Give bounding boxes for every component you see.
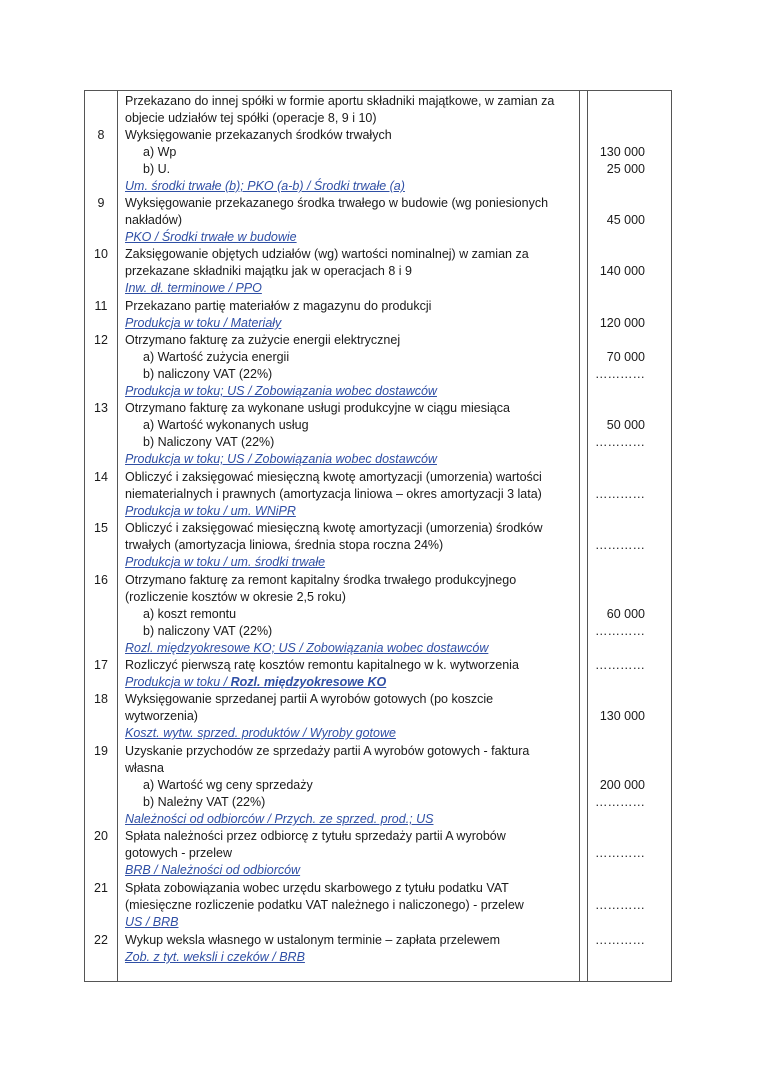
- description-line: Wyksięgowanie przekazanego środka trwałego w budowie (wg poniesionych: [125, 196, 549, 210]
- column-divider: [117, 91, 118, 981]
- amount: …………: [595, 487, 645, 501]
- sub-item-label: a) Wartość wg ceny sprzedaży: [143, 778, 313, 792]
- description-line: Spłata zobowiązania wobec urzędu skarbowego z tytułu podatku VAT: [125, 881, 509, 895]
- description-line: Otrzymano fakturę za wykonane usługi produkcyjne w ciągu miesiąca: [125, 401, 510, 415]
- description-line: Otrzymano fakturę za remont kapitalny środka trwałego produkcyjnego: [125, 573, 517, 587]
- operation-number: 21: [94, 881, 108, 895]
- accounting-entry: BRB / Należności od odbiorców: [125, 863, 301, 877]
- description-line: (rozliczenie kosztów w okresie 2,5 roku): [125, 590, 346, 604]
- operation-number: 17: [94, 658, 108, 672]
- sub-item-label: a) Wp: [143, 145, 177, 159]
- amount: …………: [595, 933, 645, 947]
- amount: 120 000: [599, 316, 645, 330]
- accounting-entry: Zob. z tyt. weksli i czeków / BRB: [125, 950, 305, 964]
- operation-number: 14: [94, 470, 108, 484]
- accounting-entry: PKO / Środki trwałe w budowie: [125, 230, 297, 244]
- sub-item-label: b) Należny VAT (22%): [143, 795, 266, 809]
- description-line: Wykup weksla własnego w ustalonym terminie – zapłata przelewem: [125, 933, 501, 947]
- sub-item-label: b) U.: [143, 162, 171, 176]
- operations-table: [84, 90, 672, 982]
- amount: 50 000: [606, 418, 645, 432]
- description-line: wytworzenia): [125, 709, 198, 723]
- operation-number: 22: [94, 933, 108, 947]
- description-line: trwałych (amortyzacja liniowa, średnia stopa roczna 24%): [125, 538, 444, 552]
- accounting-entry: Produkcja w toku; US / Zobowiązania wobec dostawców: [125, 452, 437, 466]
- description-line: Rozliczyć pierwszą ratę kosztów remontu kapitalnego w k. wytworzenia: [125, 658, 519, 672]
- sub-item-label: a) koszt remontu: [143, 607, 237, 621]
- accounting-entry: Produkcja w toku / Materiały: [125, 316, 282, 330]
- description-line: Przekazano do innej spółki w formie aportu składniki majątkowe, w zamian za: [125, 94, 555, 108]
- operation-number: 9: [97, 196, 105, 210]
- description-line: niematerialnych i prawnych (amortyzacja liniowa – okres amortyzacji 3 lata): [125, 487, 542, 501]
- amount: 60 000: [606, 607, 645, 621]
- accounting-entry: Koszt. wytw. sprzed. produktów / Wyroby gotowe: [125, 726, 396, 740]
- amount: …………: [595, 435, 645, 449]
- accounting-entry: Produkcja w toku / um. WNiPR: [125, 504, 296, 518]
- accounting-entry: Należności od odbiorców / Przych. ze sprzed. prod.; US: [125, 812, 434, 826]
- description-line: Spłata należności przez odbiorcę z tytułu sprzedaży partii A wyrobów: [125, 829, 506, 843]
- amount: 70 000: [606, 350, 645, 364]
- accounting-entry: Um. środki trwałe (b); PKO (a-b) / Środki trwałe (a): [125, 179, 405, 193]
- description-line: Otrzymano fakturę za zużycie energii elektrycznej: [125, 333, 401, 347]
- amount: …………: [595, 658, 645, 672]
- amount: 140 000: [599, 264, 645, 278]
- operation-number: 8: [97, 128, 105, 142]
- operation-number: 16: [94, 573, 108, 587]
- amount: …………: [595, 367, 645, 381]
- amount: …………: [595, 538, 645, 552]
- operation-number: 13: [94, 401, 108, 415]
- sub-item-label: a) Wartość zużycia energii: [143, 350, 290, 364]
- amount: 25 000: [606, 162, 645, 176]
- operation-number: 12: [94, 333, 108, 347]
- operation-number: 10: [94, 247, 108, 261]
- sub-item-label: a) Wartość wykonanych usług: [143, 418, 309, 432]
- accounting-entry: Inw. dł. terminowe / PPO: [125, 281, 262, 295]
- description-line: Przekazano partię materiałów z magazynu do produkcji: [125, 299, 432, 313]
- operation-number: 11: [94, 299, 108, 313]
- description-line: (miesięczne rozliczenie podatku VAT należnego i naliczonego) - przelew: [125, 898, 524, 912]
- description-line: Uzyskanie przychodów ze sprzedaży partii A wyrobów gotowych - faktura: [125, 744, 530, 758]
- entry-debit: Produkcja w toku /: [125, 675, 231, 689]
- description-line: Zaksięgowanie objętych udziałów (wg) wartości nominalnej) w zamian za: [125, 247, 529, 261]
- description-line: Obliczyć i zaksięgować miesięczną kwotę amortyzacji (umorzenia) wartości: [125, 470, 542, 484]
- operation-number: 19: [94, 744, 108, 758]
- description-line: Obliczyć i zaksięgować miesięczną kwotę amortyzacji (umorzenia) środków: [125, 521, 543, 535]
- sub-item-label: b) naliczony VAT (22%): [143, 624, 273, 638]
- accounting-entry: Rozl. międzyokresowe KO; US / Zobowiązania wobec dostawców: [125, 641, 489, 655]
- amount: 130 000: [599, 145, 645, 159]
- accounting-entry: Produkcja w toku / um. środki trwałe: [125, 555, 326, 569]
- amount: …………: [595, 898, 645, 912]
- sub-item-label: b) naliczony VAT (22%): [143, 367, 273, 381]
- operation-number: 18: [94, 692, 108, 706]
- accounting-entry: Produkcja w toku; US / Zobowiązania wobec dostawców: [125, 384, 437, 398]
- amount: 200 000: [599, 778, 645, 792]
- amount: 130 000: [599, 709, 645, 723]
- operation-number: 20: [94, 829, 108, 843]
- sub-item-label: b) Naliczony VAT (22%): [143, 435, 275, 449]
- accounting-entry: US / BRB: [125, 915, 179, 929]
- description-line: Wyksięgowanie przekazanych środków trwałych: [125, 128, 392, 142]
- description-line: objecie udziałów tej spółki (operacje 8, 9 i 10): [125, 111, 377, 125]
- operation-number: 15: [94, 521, 108, 535]
- entry-credit: Rozl. międzyokresowe KO: [230, 675, 387, 689]
- amount: …………: [595, 795, 645, 809]
- amount: 45 000: [606, 213, 645, 227]
- amount: …………: [595, 846, 645, 860]
- description-line: Wyksięgowanie sprzedanej partii A wyrobów gotowych (po koszcie: [125, 692, 494, 706]
- description-line: nakładów): [125, 213, 182, 227]
- accounting-entry: [125, 674, 386, 691]
- description-line: własna: [125, 761, 164, 775]
- description-line: gotowych - przelew: [125, 846, 232, 860]
- amount: …………: [595, 624, 645, 638]
- description-line: przekazane składniki majątku jak w operacjach 8 i 9: [125, 264, 412, 278]
